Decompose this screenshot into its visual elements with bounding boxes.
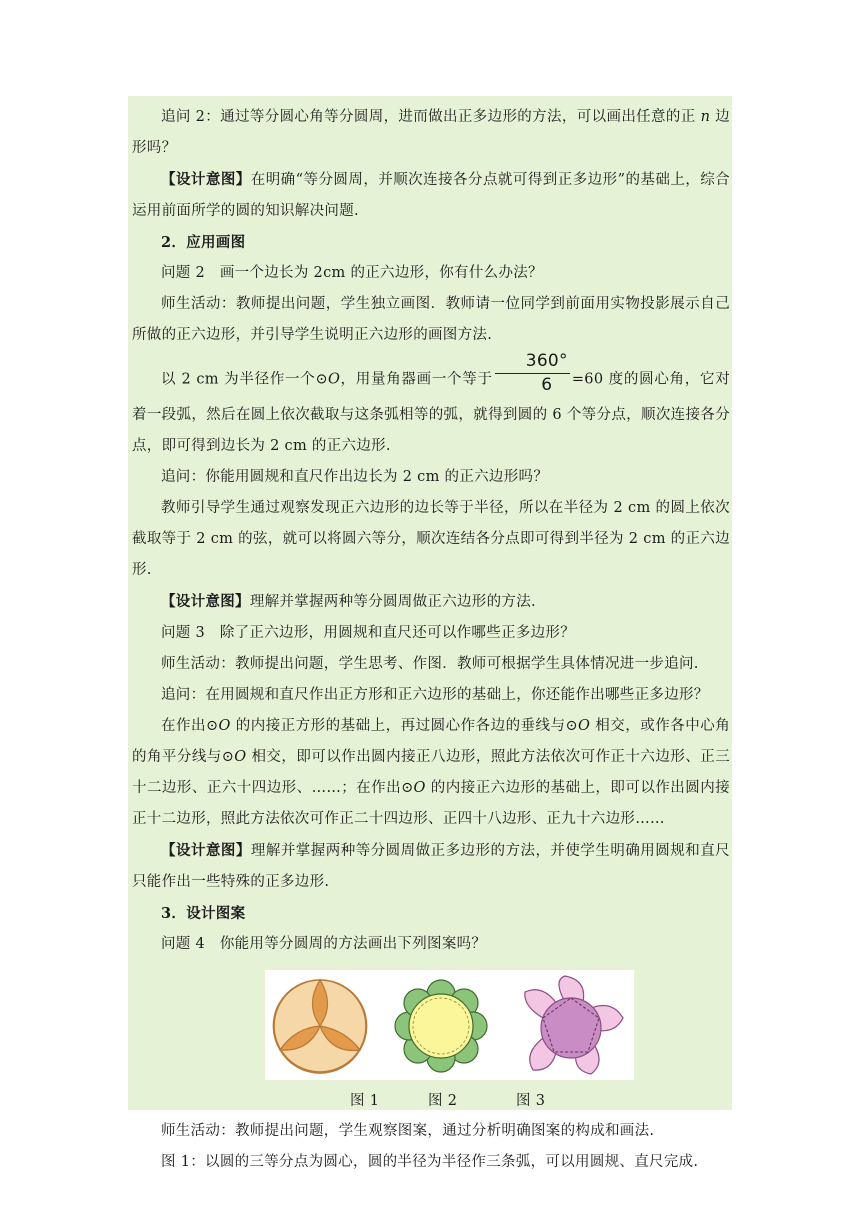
caption-figure-1: 图 1 xyxy=(350,1093,380,1109)
follow-up-question-2: 追问 2：通过等分圆心角等分圆周，进而做出正多边形的方法，可以画出任意的正 n 边形吗？ xyxy=(132,109,730,156)
activity-1: 师生活动：教师提出问题，学生独立画图．教师请一位同学到前面用实物投影展示自己所做的正六边形，并引导学生说明正六边形的画图方法. xyxy=(132,296,730,343)
question-4: 问题 4 你能用等分圆周的方法画出下列图案吗？ xyxy=(161,936,487,952)
pattern-figures xyxy=(265,970,634,1080)
figure-captions xyxy=(132,1086,730,1116)
drawing-method: 以 2 cm 为半径作一个⊙O，用量角器画一个等于 $\frac{360^\circ}{6}$ =60 度的圆心角，它对着一段弧，然后在圆上依次截取与这条弧相等的弧，就得到圆的 6 个等分点，顺次连接各分点，即可得到边长为 2 cm 的正六边形. xyxy=(132,351,730,454)
figure-3-flower xyxy=(525,976,623,1074)
design-intent-3: 【设计意图】理解并掌握两种等分圆周做正多边形的方法，并使学生明确用圆规和直尺只能作出一些特殊的正多边形. xyxy=(132,842,730,890)
fraction-360-over-6: $\frac{360^\circ}{6}$ xyxy=(495,353,570,394)
figure-2-flower xyxy=(395,980,487,1072)
activity-2: 师生活动：教师提出问题，学生思考、作图．教师可根据学生具体情况进一步追问. xyxy=(161,656,699,672)
section-heading-2: 2．应用画图 xyxy=(161,234,246,251)
caption-figure-3: 图 3 xyxy=(516,1093,546,1109)
teacher-guidance: 教师引导学生通过观察发现正六边形的边长等于半径，所以在半径为 2 cm 的圆上依次截取等于 2 cm 的弦，就可以将圆六等分，顺次连结各分点即可得到半径为 2 cm 的正六边形. xyxy=(132,500,730,578)
follow-up-1: 追问：你能用圆规和直尺作出边长为 2 cm 的正六边形吗？ xyxy=(161,469,549,485)
document-panel xyxy=(128,96,732,1170)
design-intent-1: 【设计意图】在明确“等分圆周，并顺次连接各分点就可得到正多边形”的基础上，综合运用前面所学的圆的知识解决问题. xyxy=(132,171,730,219)
design-intent-2: 【设计意图】理解并掌握两种等分圆周做正六边形的方法. xyxy=(161,593,536,610)
pattern-figures-svg xyxy=(265,970,634,1080)
construction-explanation: 在作出⊙O 的内接正方形的基础上，再过圆心作各边的垂线与⊙O 相交，或作各中心角的角平分线与⊙O 相交，即可以作出圆内接正八边形，照此方法依次可作正十六边形、正三十二边形、正六十四边形、……；在作出⊙O 的内接正六边形的基础上，即可以作出圆内接正十二边形，照此方法依次可作正二十四边形、正四十八边形、正九十六边形…… xyxy=(132,718,731,827)
figure-1-trefoil xyxy=(273,980,367,1073)
question-2: 问题 2 画一个边长为 2cm 的正六边形，你有什么办法？ xyxy=(161,265,543,281)
caption-figure-2: 图 2 xyxy=(428,1093,458,1109)
figure-1-explanation: 图 1：以圆的三等分点为圆心，圆的半径为半径作三条弧，可以用圆规、直尺完成. xyxy=(161,1154,699,1170)
section-heading-3: 3．设计图案 xyxy=(161,905,246,922)
follow-up-2: 追问：在用圆规和直尺作出正方形和正六边形的基础上，你还能作出哪些正多边形？ xyxy=(161,687,709,703)
activity-3: 师生活动：教师提出问题，学生观察图案，通过分析明确图案的构成和画法. xyxy=(161,1123,655,1139)
question-3: 问题 3 除了正六边形，用圆规和直尺还可以作哪些正多边形？ xyxy=(161,625,576,641)
